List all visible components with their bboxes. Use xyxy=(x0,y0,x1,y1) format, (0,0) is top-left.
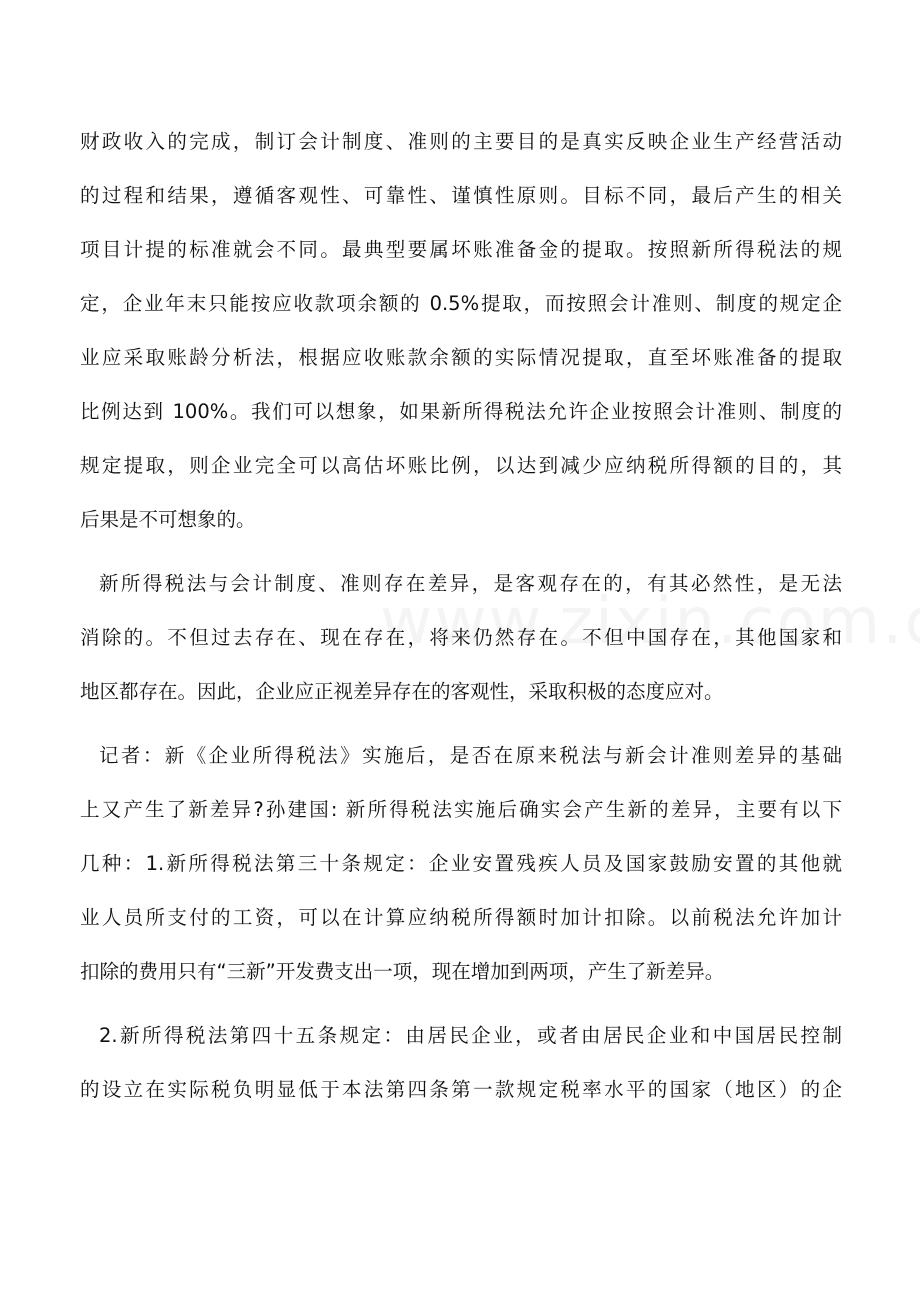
document-body xyxy=(80,115,842,1117)
text-line: 2.新所得税法第四十五条规定：由居民企业，或者由居民企业和中国居民控制 xyxy=(99,1024,842,1047)
text-line: 消除的。不但过去存在、现在存在，将来仍然存在。不但中国存在，其他国家和 xyxy=(80,626,842,649)
text-line: 的设立在实际税负明显低于本法第四条第一款规定税率水平的国家（地区）的企 xyxy=(80,1078,842,1101)
paragraph-3 xyxy=(80,729,842,999)
text-line: 规定提取，则企业完全可以高估坏账比例，以达到减少应纳税所得额的目的，其 xyxy=(80,454,842,477)
text-line: 比例达到 100%。我们可以想象，如果新所得税法允许企业按照会计准则、制度的 xyxy=(80,400,842,423)
text-line: 财政收入的完成，制订会计制度、准则的主要目的是真实反映企业生产经营活动 xyxy=(80,130,842,153)
text-line: 几种：1.新所得税法第三十条规定：企业安置残疾人员及国家鼓励安置的其他就 xyxy=(80,852,842,875)
text-line: 新所得税法与会计制度、准则存在差异，是客观存在的，有其必然性，是无法 xyxy=(99,572,842,595)
paragraph-4 xyxy=(80,1009,842,1117)
text-line: 业人员所支付的工资，可以在计算应纳税所得额时加计扣除。以前税法允许加计 xyxy=(80,906,842,929)
text-line: 记者：新《企业所得税法》实施后，是否在原来税法与新会计准则差异的基础 xyxy=(99,744,842,767)
text-line: 定，企业年末只能按应收款项余额的 0.5%提取，而按照会计准则、制度的规定企 xyxy=(80,292,842,315)
text-line: 项目计提的标准就会不同。最典型要属坏账准备金的提取。按照新所得税法的规 xyxy=(80,238,842,261)
text-line: 后果是不可想象的。 xyxy=(80,508,256,531)
text-line: 的过程和结果，遵循客观性、可靠性、谨慎性原则。目标不同，最后产生的相关 xyxy=(80,184,842,207)
paragraph-1 xyxy=(80,115,842,547)
text-line: 扣除的费用只有“三新”开发费支出一项，现在增加到两项，产生了新差异。 xyxy=(80,960,725,983)
text-line: 业应采取账龄分析法，根据应收账款余额的实际情况提取，直至坏账准备的提取 xyxy=(80,346,842,369)
paragraph-2 xyxy=(80,557,842,719)
text-line: 地区都存在。因此，企业应正视差异存在的客观性，采取积极的态度应对。 xyxy=(80,680,724,703)
text-line: 上又产生了新差异?孙建国: 新所得税法实施后确实会产生新的差异，主要有以下 xyxy=(80,798,842,821)
